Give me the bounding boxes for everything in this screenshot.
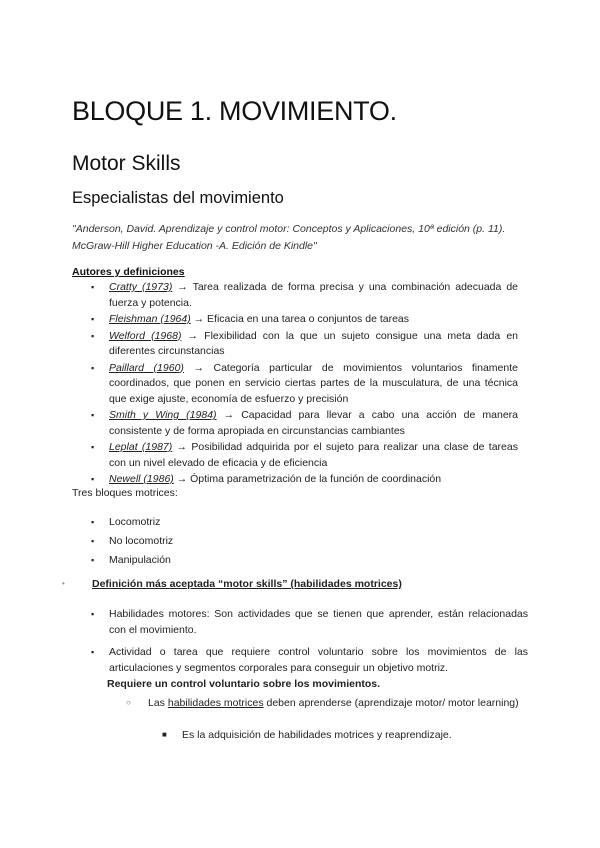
author-definition: → Tarea realizada de forma precisa y una combinación adecuada de fuerza y potencia. xyxy=(109,281,518,309)
author-name: Cratty (1973) xyxy=(109,281,173,293)
bullet-icon: ▪ xyxy=(91,647,95,657)
bullet-icon: ▪ xyxy=(91,282,95,292)
author-definition: → Óptima parametrización de la función de coordinación xyxy=(173,473,442,485)
definition-item xyxy=(72,606,528,638)
author-item xyxy=(72,472,518,488)
bullet-icon: ▪ xyxy=(91,517,95,527)
author-item xyxy=(72,280,518,311)
bullet-icon: ▪ xyxy=(91,536,95,546)
bullet-icon: ▪ xyxy=(91,330,95,341)
bullet-icon: ▪ xyxy=(91,410,95,420)
bullet-icon: ▪ xyxy=(91,555,95,565)
sub-item-level-2 xyxy=(158,729,452,741)
subtitle: Motor Skills xyxy=(72,152,181,175)
reference-quote: "Anderson, David. Aprendizaje y control motor: Conceptos y Aplicaciones, 10ª edición (p. 11). McGraw-Hill Higher Education -A. Edición de Kindle" xyxy=(72,223,506,252)
page-title: BLOQUE 1. MOVIMIENTO. xyxy=(72,96,397,126)
block-label: Locomotriz xyxy=(109,516,161,528)
author-definition: → Capacidad para llevar a cabo una acción de manera consistente y de forma apropiada en circunstancias cambiantes xyxy=(109,409,518,437)
definition-text: Habilidades motores: Son actividades que se tienen que aprender, están relacionadas con el movimiento. xyxy=(109,608,528,636)
block-label: Manipulación xyxy=(109,554,171,566)
sub1-pre: Las xyxy=(148,697,168,709)
block-item xyxy=(72,513,173,532)
definition-heading: Definición más aceptada “motor skills” (habilidades motrices) xyxy=(92,578,402,590)
blocks-intro: Tres bloques motrices: xyxy=(72,487,178,499)
sub-item-level-1 xyxy=(128,695,528,711)
block-item xyxy=(72,551,173,570)
author-definition: → Flexibilidad con la que un sujeto consigue una meta dada en diferentes circunstancias xyxy=(109,329,518,357)
definition-item xyxy=(72,644,528,692)
circle-bullet-icon: ○ xyxy=(126,698,131,707)
definition-text: Actividad o tarea que requiere control voluntario sobre los movimientos de las articulaciones y segmentos corporales para conseguir un objetivo motriz. xyxy=(109,646,528,674)
sub1-post: deben aprenderse (aprendizaje motor/ motor learning) xyxy=(263,697,519,709)
author-item xyxy=(72,312,518,328)
section-heading: Especialistas del movimiento xyxy=(72,189,284,207)
author-name: Paillard (1960) xyxy=(109,361,184,374)
authors-heading: Autores y definiciones xyxy=(72,266,185,278)
bullet-icon: ▪ xyxy=(91,362,95,373)
block-label: No locomotriz xyxy=(109,535,174,547)
square-bullet-icon: ■ xyxy=(162,730,167,739)
author-name: Leplat (1987) xyxy=(109,441,173,453)
author-item xyxy=(72,408,518,439)
blocks-list xyxy=(72,513,173,570)
author-item xyxy=(72,361,518,408)
bullet-icon: ▪ xyxy=(91,609,95,619)
bullet-icon: ▪ xyxy=(91,314,95,324)
author-name: Welford (1968) xyxy=(109,329,182,342)
author-definition: → Categoría particular de movimientos voluntarios finamente coordinados, que ponen en servicio ciertas partes de la musculatura, de una técnica que exige ajuste, economía de esfuerzo y precisión xyxy=(109,361,518,405)
definition-emphasis: Requiere un control voluntario sobre los movimientos. xyxy=(107,678,381,690)
sub2-text: Es la adquisición de habilidades motrices y reaprendizaje. xyxy=(182,729,452,741)
bullet-icon: ▪ xyxy=(91,474,95,484)
author-name: Fleishman (1964) xyxy=(109,313,191,325)
authors-list xyxy=(72,280,518,489)
author-definition: → Eficacia en una tarea o conjuntos de tareas xyxy=(190,313,410,325)
block-item xyxy=(72,532,173,551)
bullet-icon: ▪ xyxy=(91,442,95,452)
author-name: Newell (1986) xyxy=(109,473,174,485)
author-item xyxy=(72,440,518,471)
author-item xyxy=(72,329,518,360)
author-name: Smith y Wing (1984) xyxy=(109,409,217,421)
small-bullet-icon: • xyxy=(62,579,65,588)
sub1-underlined: habilidades motrices xyxy=(167,697,264,709)
definitions-list xyxy=(72,606,528,698)
author-definition: → Posibilidad adquirida por el sujeto para realizar una clase de tareas con un nivel elevado de eficacia y de eficiencia xyxy=(109,441,518,469)
